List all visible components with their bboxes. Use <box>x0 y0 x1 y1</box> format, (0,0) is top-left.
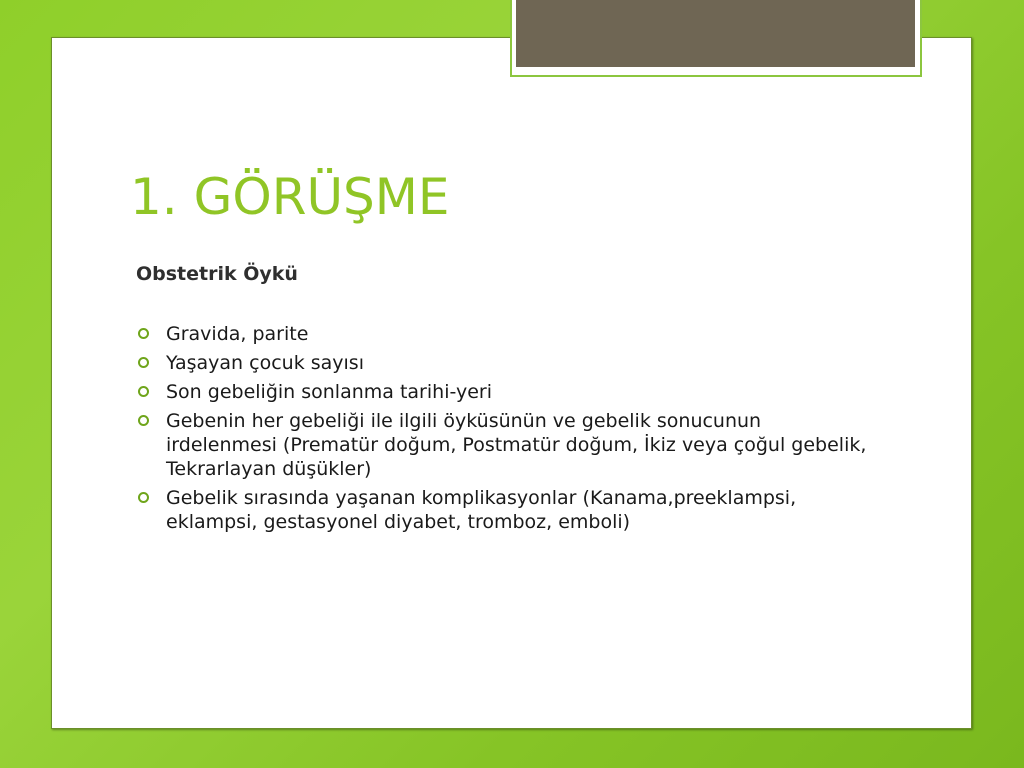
bullet-list <box>136 322 876 539</box>
bullet-icon <box>138 492 149 503</box>
slide-subtitle: Obstetrik Öykü <box>136 263 298 285</box>
bullet-text: Gravida, parite <box>166 323 309 345</box>
accent-box <box>516 0 915 67</box>
bullet-text: Gebelik sırasında yaşanan komplikasyonlar (Kanama,preeklampsi, eklampsi, gestasyonel diyabet, tromboz, emboli) <box>166 487 797 533</box>
list-item <box>136 380 876 404</box>
list-item <box>136 486 876 534</box>
bullet-icon <box>138 357 149 368</box>
bullet-text: Gebenin her gebeliği ile ilgili öyküsünün ve gebelik sonucunun irdelenmesi (Prematür doğum, Postmatür doğum, İkiz veya çoğul gebelik, Tekrarlayan düşükler) <box>166 410 867 480</box>
slide-title: 1. GÖRÜŞME <box>130 168 450 226</box>
bullet-icon <box>138 328 149 339</box>
bullet-icon <box>138 386 149 397</box>
list-item <box>136 409 876 481</box>
list-item <box>136 322 876 346</box>
bullet-text: Yaşayan çocuk sayısı <box>166 352 364 374</box>
list-item <box>136 351 876 375</box>
bullet-text: Son gebeliğin sonlanma tarihi-yeri <box>166 381 493 403</box>
bullet-icon <box>138 415 149 426</box>
